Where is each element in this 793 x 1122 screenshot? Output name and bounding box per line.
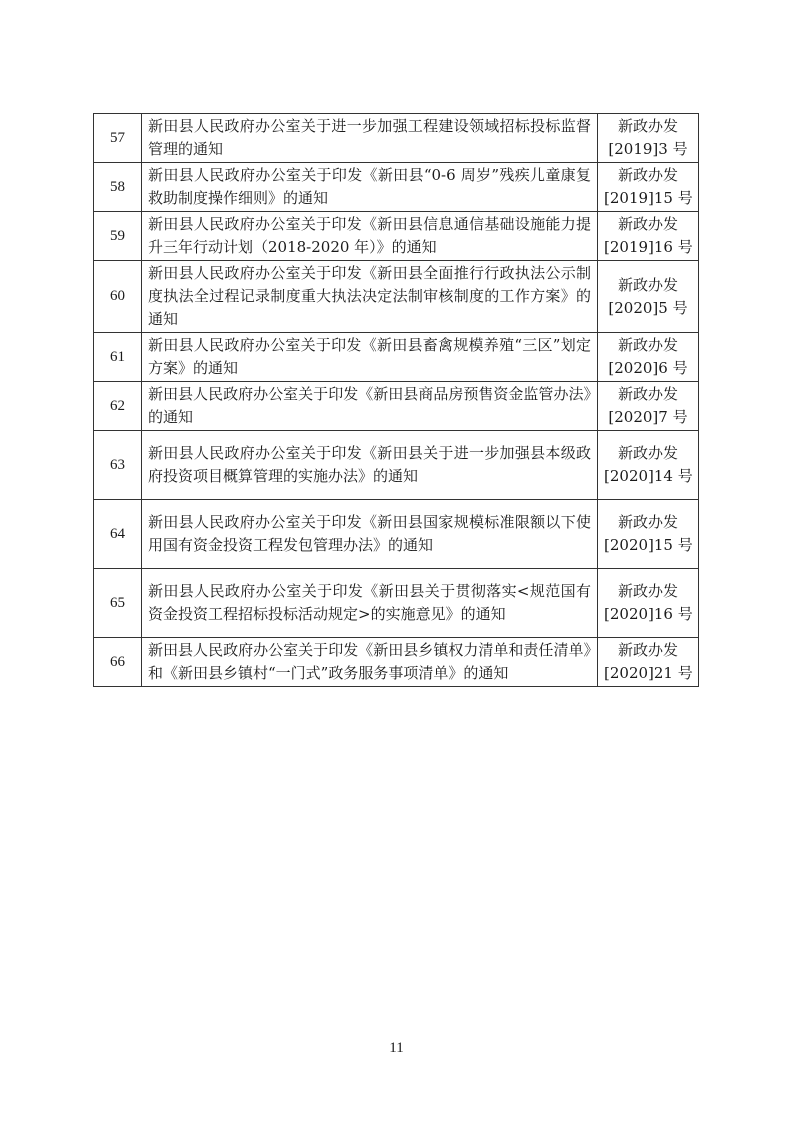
code-prefix: 新政办发 [617, 336, 678, 354]
code-prefix: 新政办发 [617, 582, 678, 600]
table-row [94, 212, 699, 261]
code-prefix: 新政办发 [617, 275, 678, 294]
document-code [598, 500, 699, 569]
document-code [598, 382, 699, 431]
document-code [598, 261, 699, 333]
code-number: [2020]21 号 [604, 664, 693, 682]
row-number: 59 [94, 212, 142, 261]
document-title: 新田县人民政府办公室关于印发《新田县“0-6 周岁”残疾儿童康复救助制度操作细则》的通知 [142, 163, 598, 212]
document-title: 新田县人民政府办公室关于印发《新田县全面推行行政执法公示制度执法全过程记录制度重大执法决定法制审核制度的工作方案》的通知 [142, 261, 598, 333]
row-number: 61 [94, 333, 142, 382]
table-row [94, 431, 699, 500]
table-row [94, 163, 699, 212]
document-code [598, 431, 699, 500]
row-number: 64 [94, 500, 142, 569]
document-code [598, 569, 699, 638]
table-row [94, 500, 699, 569]
table-row [94, 382, 699, 431]
row-number: 62 [94, 382, 142, 431]
code-prefix: 新政办发 [617, 513, 678, 531]
row-number: 58 [94, 163, 142, 212]
document-title: 新田县人民政府办公室关于印发《新田县国家规模标准限额以下使用国有资金投资工程发包管理办法》的通知 [142, 500, 598, 569]
document-code [598, 163, 699, 212]
row-number: 57 [94, 114, 142, 163]
document-code [598, 333, 699, 382]
code-prefix: 新政办发 [617, 166, 678, 184]
row-number: 63 [94, 431, 142, 500]
code-prefix: 新政办发 [617, 117, 678, 135]
document-title: 新田县人民政府办公室关于印发《新田县关于贯彻落实<规范国有资金投资工程招标投标活动规定>的实施意见》的通知 [142, 569, 598, 638]
document-title: 新田县人民政府办公室关于印发《新田县乡镇权力清单和责任清单》和《新田县乡镇村“一门式”政务服务事项清单》的通知 [142, 638, 598, 687]
code-number: [2019]15 号 [604, 189, 693, 207]
document-code [598, 638, 699, 687]
row-number: 66 [94, 638, 142, 687]
document-table [93, 113, 699, 687]
document-title: 新田县人民政府办公室关于印发《新田县关于进一步加强县本级政府投资项目概算管理的实施办法》的通知 [142, 431, 598, 500]
table-row [94, 261, 699, 333]
code-number: [2019]16 号 [604, 238, 693, 256]
document-code [598, 212, 699, 261]
document-title: 新田县人民政府办公室关于印发《新田县信息通信基础设施能力提升三年行动计划（2018-2020 年）》的通知 [142, 212, 598, 261]
code-prefix: 新政办发 [617, 641, 678, 659]
code-number: [2019]3 号 [608, 140, 688, 158]
row-number: 65 [94, 569, 142, 638]
code-number: [2020]6 号 [608, 359, 688, 377]
row-number: 60 [94, 261, 142, 333]
code-prefix: 新政办发 [617, 215, 678, 233]
code-number: [2020]14 号 [604, 467, 693, 485]
page-number: 11 [389, 1040, 404, 1056]
table-row [94, 569, 699, 638]
table-row [94, 114, 699, 163]
code-number: [2020]15 号 [604, 536, 693, 554]
table-row [94, 333, 699, 382]
document-code [598, 114, 699, 163]
document-title: 新田县人民政府办公室关于印发《新田县商品房预售资金监管办法》的通知 [142, 382, 598, 431]
document-title: 新田县人民政府办公室关于印发《新田县畜禽规模养殖“三区”划定方案》的通知 [142, 333, 598, 382]
code-number: [2020]5 号 [608, 298, 688, 317]
table-row [94, 638, 699, 687]
document-title: 新田县人民政府办公室关于进一步加强工程建设领域招标投标监督管理的通知 [142, 114, 598, 163]
code-number: [2020]7 号 [608, 408, 688, 426]
code-prefix: 新政办发 [617, 444, 678, 462]
code-number: [2020]16 号 [604, 605, 693, 623]
code-prefix: 新政办发 [617, 385, 678, 403]
